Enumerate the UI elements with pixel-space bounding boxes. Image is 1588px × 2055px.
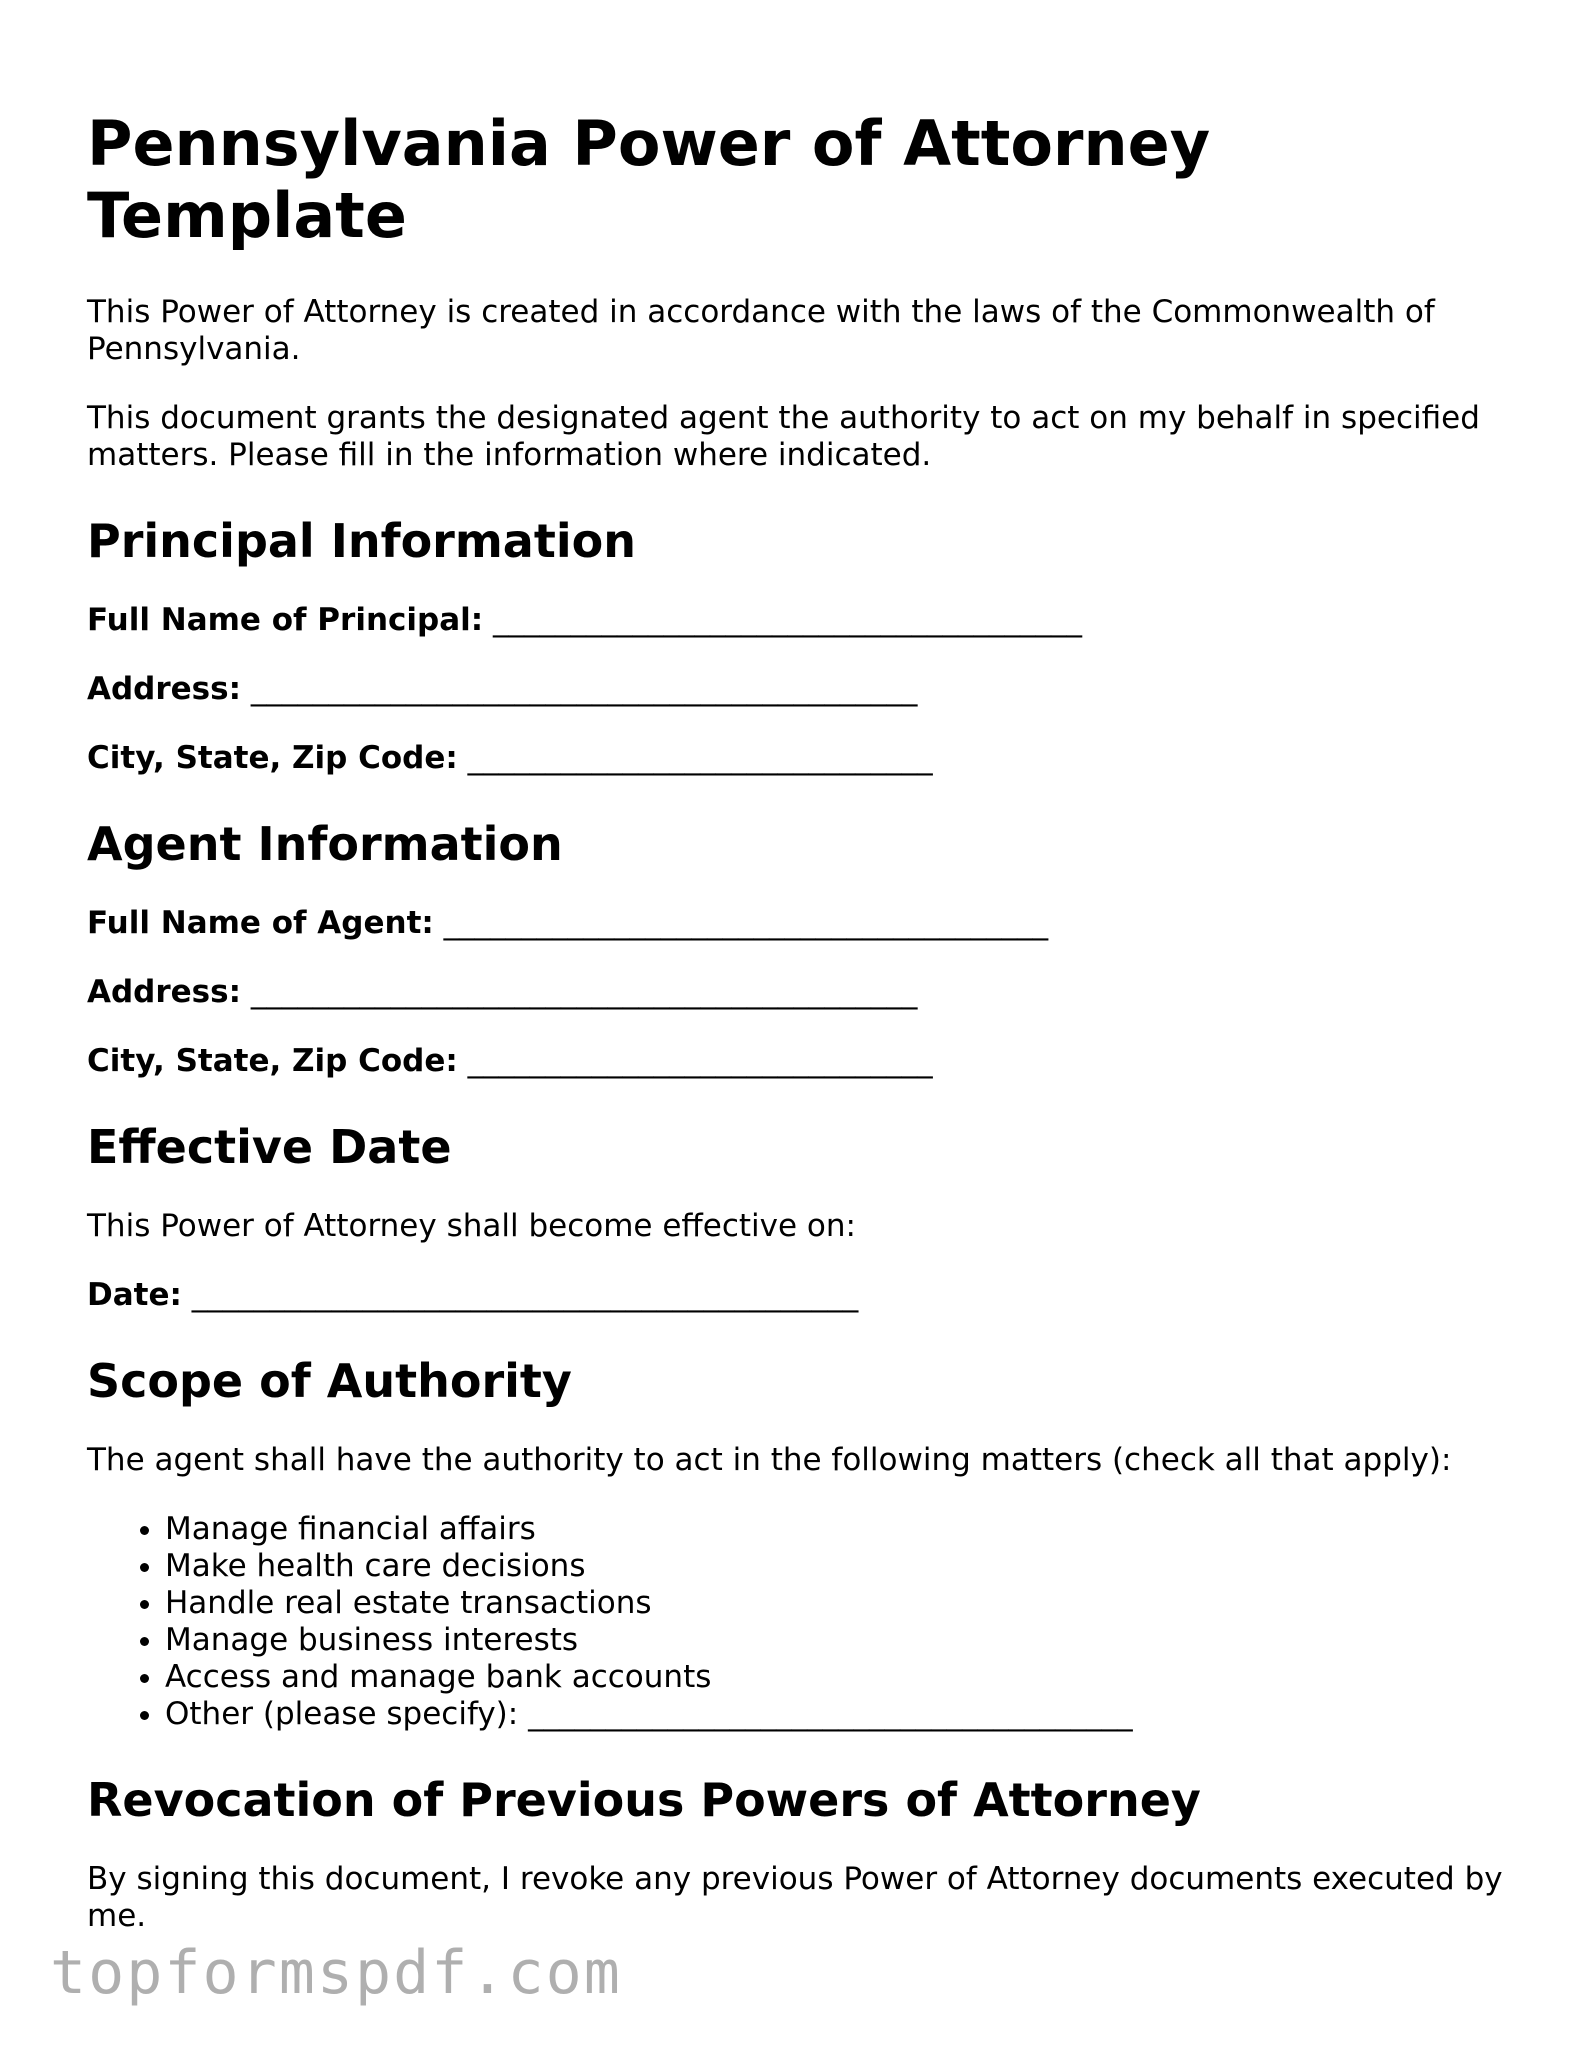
principal-city-blank[interactable]: ______________________________ (467, 740, 933, 776)
agent-address-label: Address: (87, 974, 241, 1010)
scope-item-other[interactable]: • Other (please specify): _______________________________________ (165, 1696, 1507, 1733)
scope-text: The agent shall have the authority to act in the following matters (check all that apply): (87, 1442, 1452, 1478)
intro-paragraph-1: This Power of Attorney is created in accordance with the laws of the Commonwealth of Pennsylvania. (87, 294, 1435, 367)
scope-item-financial: • Manage financial affairs (165, 1511, 1507, 1548)
scope-item-business: • Manage business interests (165, 1622, 1507, 1659)
scope-heading: Scope of Authority (87, 1354, 572, 1408)
principal-address-field[interactable] (87, 671, 1507, 708)
revocation-heading: Revocation of Previous Powers of Attorney (87, 1773, 1201, 1827)
agent-city-blank[interactable]: ______________________________ (467, 1043, 933, 1079)
date-blank[interactable]: ___________________________________________ (191, 1277, 859, 1313)
principal-name-label: Full Name of Principal: (87, 602, 484, 638)
principal-address-label: Address: (87, 671, 241, 707)
principal-section (87, 514, 1507, 777)
principal-name-field[interactable] (87, 602, 1507, 639)
principal-city-field[interactable] (87, 740, 1507, 777)
intro-paragraph-2: This document grants the designated agent the authority to act on my behalf in specified matters. Please fill in the information where indicated. (87, 400, 1480, 473)
revocation-text: By signing this document, I revoke any previous Power of Attorney documents executed by me. (87, 1861, 1503, 1934)
page-title: Pennsylvania Power of Attorney Template (87, 107, 1211, 252)
principal-city-label: City, State, Zip Code: (87, 740, 458, 776)
watermark-text: topformspdf.com (50, 1938, 622, 2008)
effective-date-field[interactable] (87, 1277, 1507, 1314)
effective-date-heading: Effective Date (87, 1120, 452, 1174)
revocation-section (87, 1773, 1507, 1935)
scope-item-health-care: • Make health care decisions (165, 1548, 1507, 1585)
agent-name-blank[interactable]: _______________________________________ (443, 905, 1049, 941)
scope-list (87, 1511, 1507, 1733)
scope-item-real-estate: • Handle real estate transactions (165, 1585, 1507, 1622)
agent-name-label: Full Name of Agent: (87, 905, 434, 941)
agent-address-blank[interactable]: ___________________________________________ (250, 974, 918, 1010)
agent-city-label: City, State, Zip Code: (87, 1043, 458, 1079)
agent-city-field[interactable] (87, 1043, 1507, 1080)
principal-heading: Principal Information (87, 514, 636, 568)
agent-section (87, 817, 1507, 1080)
document-page (87, 108, 1507, 1967)
effective-date-section (87, 1120, 1507, 1314)
scope-section (87, 1354, 1507, 1733)
agent-heading: Agent Information (87, 817, 563, 871)
date-label: Date: (87, 1277, 182, 1313)
effective-date-text: This Power of Attorney shall become effective on: (87, 1208, 856, 1244)
scope-item-bank-accounts: • Access and manage bank accounts (165, 1659, 1507, 1696)
principal-address-blank[interactable]: ___________________________________________ (250, 671, 918, 707)
principal-name-blank[interactable]: ______________________________________ (493, 602, 1083, 638)
agent-address-field[interactable] (87, 974, 1507, 1011)
agent-name-field[interactable] (87, 905, 1507, 942)
